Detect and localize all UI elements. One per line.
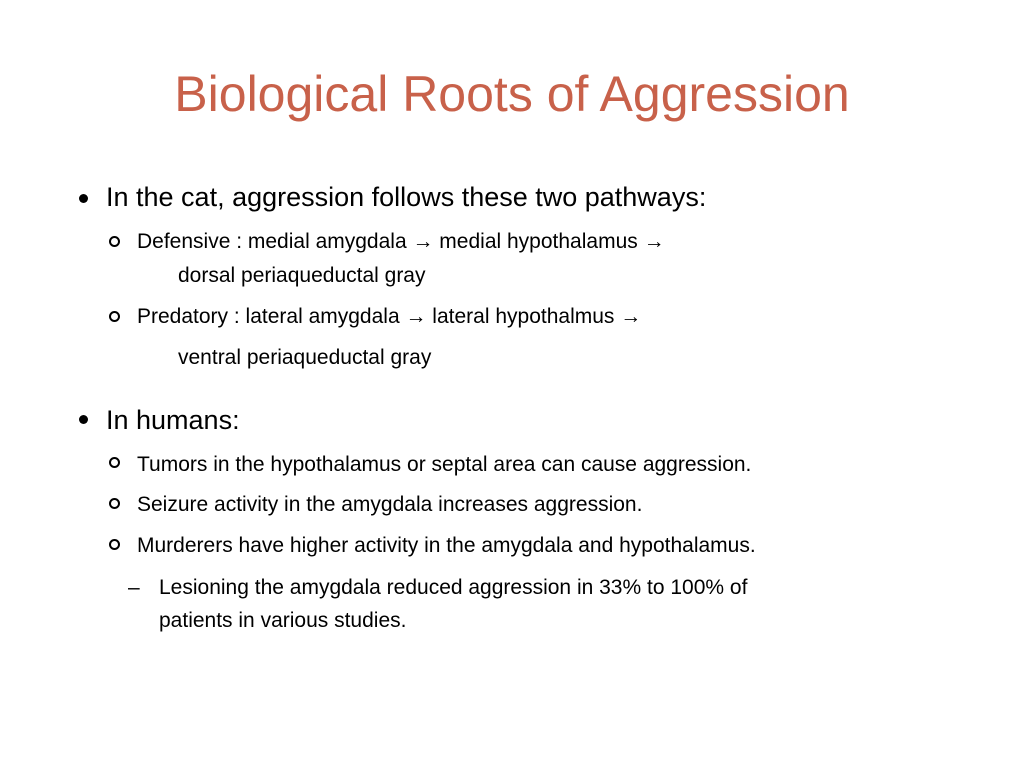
dash-bullet: – (128, 576, 140, 599)
cat-heading: In the cat, aggression follows these two pathways: (106, 182, 707, 212)
humans-heading: In humans: (106, 405, 240, 435)
bullet-ring-icon (109, 498, 120, 509)
defensive-line-2: dorsal periaqueductal gray (178, 264, 426, 287)
predatory-line-1: Predatory : lateral amygdala → lateral hypothalmus → (137, 305, 642, 328)
humans-item-3: Murderers have higher activity in the amygdala and hypothalamus. (137, 534, 756, 557)
bullet-ring-icon (109, 457, 120, 468)
sub-item-line-2: patients in various studies. (159, 609, 407, 632)
bullet-ring-icon (109, 236, 120, 247)
humans-item-1: Tumors in the hypothalamus or septal area can cause aggression. (137, 453, 752, 476)
defensive-line-1: Defensive : medial amygdala → medial hypothalamus → (137, 230, 665, 253)
slide-title: Biological Roots of Aggression (174, 66, 850, 122)
bullet-ring-icon (109, 539, 120, 550)
bullet-dot-icon (79, 415, 88, 424)
predatory-line-2: ventral periaqueductal gray (178, 346, 432, 369)
humans-item-2: Seizure activity in the amygdala increases aggression. (137, 493, 643, 516)
sub-item-line-1: Lesioning the amygdala reduced aggression in 33% to 100% of (159, 576, 748, 599)
bullet-dot-icon (79, 194, 88, 203)
bullet-ring-icon (109, 311, 120, 322)
